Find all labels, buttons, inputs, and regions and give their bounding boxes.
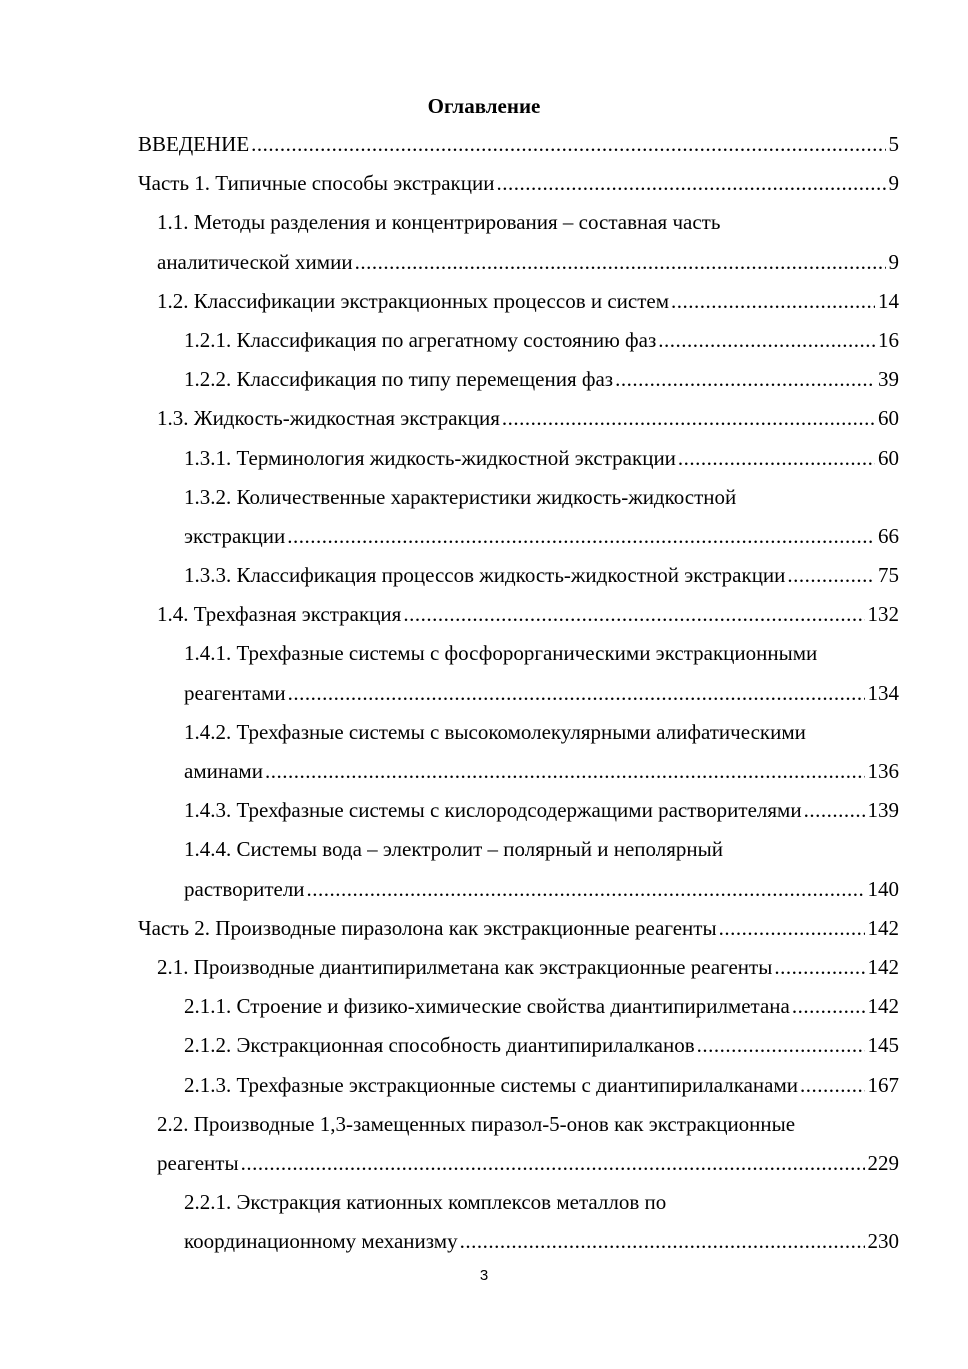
toc-entry-page: 230	[867, 1229, 899, 1254]
toc-entry-line	[184, 1066, 899, 1105]
toc-dot-leader	[719, 909, 865, 948]
toc-entry[interactable]	[0, 1026, 968, 1065]
toc-entry[interactable]	[0, 791, 968, 830]
toc-entry-page: 167	[867, 1072, 899, 1097]
toc-entry-text: 1.3. Жидкость-жидкостная экстракция	[157, 406, 500, 431]
toc-dot-leader	[658, 321, 875, 360]
toc-entry-line	[184, 752, 899, 791]
toc-dot-leader	[265, 752, 865, 791]
toc-entry[interactable]	[0, 517, 968, 556]
toc-entry-line	[184, 517, 899, 556]
toc-entry-page: 142	[867, 994, 899, 1019]
toc-dot-leader	[403, 595, 864, 634]
toc-entry-text: 2.2. Производные 1,3-замещенных пиразол-5-онов как экстракционные	[157, 1111, 796, 1136]
toc-entry-text: 2.2.1. Экстракция катионных комплексов металлов по	[184, 1190, 667, 1215]
toc-dot-leader	[804, 791, 865, 830]
toc-entry[interactable]	[0, 164, 968, 203]
toc-entry-line	[157, 243, 899, 282]
toc-entry-line	[157, 282, 899, 321]
toc-entry-text: ВВЕДЕНИЕ	[138, 132, 250, 156]
toc-dot-leader	[502, 399, 875, 438]
toc-entry[interactable]	[0, 830, 968, 869]
toc-entry-text: координационному механизму	[184, 1229, 458, 1254]
toc-entry[interactable]	[0, 1222, 968, 1261]
toc-entry[interactable]	[0, 556, 968, 595]
toc-entry-line	[138, 125, 899, 164]
toc-dot-leader	[287, 517, 875, 556]
toc-entry-text: 1.4.4. Системы вода – электролит – полярный и неполярный	[184, 837, 723, 862]
toc-entry-text: 1.2.1. Классификация по агрегатному состоянию фаз	[184, 327, 657, 352]
toc-entry-line	[184, 870, 899, 909]
toc-entry-page: 142	[867, 915, 899, 940]
toc-entry-line	[184, 830, 899, 869]
toc-entry-text: 1.4.3. Трехфазные системы с кислородсодержащими растворителями	[184, 798, 802, 823]
toc-dot-leader	[774, 948, 864, 987]
toc-dot-leader	[678, 439, 875, 478]
toc-entry-text: аналитической химии	[157, 249, 353, 274]
toc-entry-line	[184, 1026, 899, 1065]
toc-dot-leader	[800, 1066, 865, 1105]
toc-entry-page: 136	[867, 759, 899, 783]
toc-entry[interactable]	[0, 674, 968, 713]
toc-entry-line	[157, 948, 899, 987]
toc-dot-leader	[288, 674, 865, 713]
toc-dot-leader	[496, 164, 885, 203]
toc-entry[interactable]	[0, 1105, 968, 1144]
toc-entry-line	[184, 556, 899, 595]
toc-dot-leader	[615, 360, 875, 399]
toc-entry-text: Часть 2. Производные пиразолона как экстракционные реагенты	[138, 915, 717, 940]
toc-entry-text: реагентами	[184, 680, 286, 705]
toc-entry-line	[157, 1105, 899, 1144]
toc-entry-line	[157, 203, 899, 242]
toc-entry-page: 9	[888, 249, 899, 274]
toc-entry-text: 1.4.2. Трехфазные системы с высокомолекулярными алифатическими	[184, 719, 806, 744]
toc-dot-leader	[460, 1222, 865, 1261]
page-number: 3	[479, 1267, 489, 1284]
toc-entry[interactable]	[0, 321, 968, 360]
toc-entry-page: 5	[888, 132, 899, 156]
toc-entry-text: 1.4. Трехфазная экстракция	[157, 602, 402, 627]
toc-entry-page: 60	[878, 445, 899, 470]
toc-entry-text: 2.1.1. Строение и физико-химические свойства диантипирилметана	[184, 994, 790, 1019]
toc-entry[interactable]	[0, 634, 968, 673]
toc-entry-line	[157, 595, 899, 634]
toc-entry[interactable]	[0, 870, 968, 909]
toc-entry-line	[184, 360, 899, 399]
toc-entry[interactable]	[0, 125, 968, 164]
toc-entry-page: 9	[888, 171, 899, 196]
toc-entry-page: 145	[867, 1033, 899, 1058]
toc-entry-text: 1.4.1. Трехфазные системы с фосфорорганическими экстракционными	[184, 641, 818, 666]
toc-title: Оглавление	[427, 94, 541, 118]
toc-entry-line	[184, 478, 899, 517]
toc-entry[interactable]	[0, 987, 968, 1026]
toc-entry-text: Часть 1. Типичные способы экстракции	[138, 171, 495, 196]
toc-entry-line	[184, 791, 899, 830]
toc-entry-text: 1.3.1. Терминология жидкость-жидкостной экстракции	[184, 445, 676, 470]
toc-entry-page: 142	[867, 954, 899, 979]
toc-entry-page: 134	[867, 680, 899, 705]
toc-entry[interactable]	[0, 399, 968, 438]
toc-entry-line	[138, 164, 899, 203]
toc-entry-line	[157, 1144, 899, 1183]
toc-dot-leader	[241, 1144, 865, 1183]
toc-entry-page: 75	[878, 563, 899, 588]
toc-entry[interactable]	[0, 439, 968, 478]
toc-dot-leader	[792, 987, 865, 1026]
toc-entry-text: реагенты	[157, 1150, 239, 1175]
toc-entry-page: 140	[867, 876, 899, 901]
toc-entry[interactable]	[0, 1144, 968, 1183]
toc-entry-text: 2.1.3. Трехфазные экстракционные системы с диантипирилалканами	[184, 1072, 798, 1097]
toc-dot-leader	[307, 870, 865, 909]
toc-entry-text: 1.3.2. Количественные характеристики жидкость-жидкостной	[184, 484, 737, 509]
toc-entry-text: 1.3.3. Классификация процессов жидкость-жидкостной экстракции	[184, 563, 786, 588]
toc-entry-text: аминами	[184, 759, 263, 783]
toc-entry-text: 1.2.2. Классификация по типу перемещения фаз	[184, 367, 614, 392]
toc-entry[interactable]	[0, 1183, 968, 1222]
toc-dot-leader	[787, 556, 875, 595]
toc-entry[interactable]	[0, 282, 968, 321]
toc-entry-line	[184, 439, 899, 478]
toc-entry-text: 2.1.2. Экстракционная способность диантипирилалканов	[184, 1033, 695, 1058]
toc-entry-line	[184, 634, 899, 673]
toc-entry-line	[138, 909, 899, 948]
toc-entry-text: 2.1. Производные диантипирилметана как экстракционные реагенты	[157, 954, 773, 979]
toc-entry-text: экстракции	[184, 523, 286, 548]
toc-entry-line	[184, 1183, 899, 1222]
toc-entry-page: 139	[867, 798, 899, 823]
toc-entry-page: 16	[878, 327, 899, 352]
toc-entry-line	[157, 399, 899, 438]
toc-entry[interactable]	[0, 243, 968, 282]
toc-entry[interactable]	[0, 1066, 968, 1105]
toc-entry[interactable]	[0, 478, 968, 517]
toc-entry-page: 39	[878, 367, 899, 392]
toc-entry-page: 132	[867, 602, 899, 627]
toc-entry-line	[184, 1222, 899, 1261]
toc-entry-line	[184, 713, 899, 752]
toc-entry[interactable]	[0, 752, 968, 791]
toc-entry-line	[184, 321, 899, 360]
toc-entry[interactable]	[0, 909, 968, 948]
toc-entry-line	[184, 674, 899, 713]
toc-entry[interactable]	[0, 360, 968, 399]
toc-dot-leader	[251, 125, 885, 164]
toc-entry[interactable]	[0, 713, 968, 752]
toc-entry-text: растворители	[184, 876, 305, 901]
toc-entry-page: 60	[878, 406, 899, 431]
toc-entry[interactable]	[0, 948, 968, 987]
toc-entry-text: 1.1. Методы разделения и концентрирования – составная часть	[157, 210, 721, 235]
toc-entry-text: 1.2. Классификации экстракционных процессов и систем	[157, 288, 670, 313]
toc-entry[interactable]	[0, 203, 968, 242]
toc-dot-leader	[355, 243, 886, 282]
toc-dot-leader	[671, 282, 875, 321]
toc-entry-page: 66	[878, 523, 899, 548]
toc-dot-leader	[697, 1026, 865, 1065]
table-of-contents	[0, 125, 968, 1261]
toc-entry-line	[184, 987, 899, 1026]
toc-entry[interactable]	[0, 595, 968, 634]
toc-entry-page: 14	[878, 288, 899, 313]
toc-entry-page: 229	[867, 1150, 899, 1175]
